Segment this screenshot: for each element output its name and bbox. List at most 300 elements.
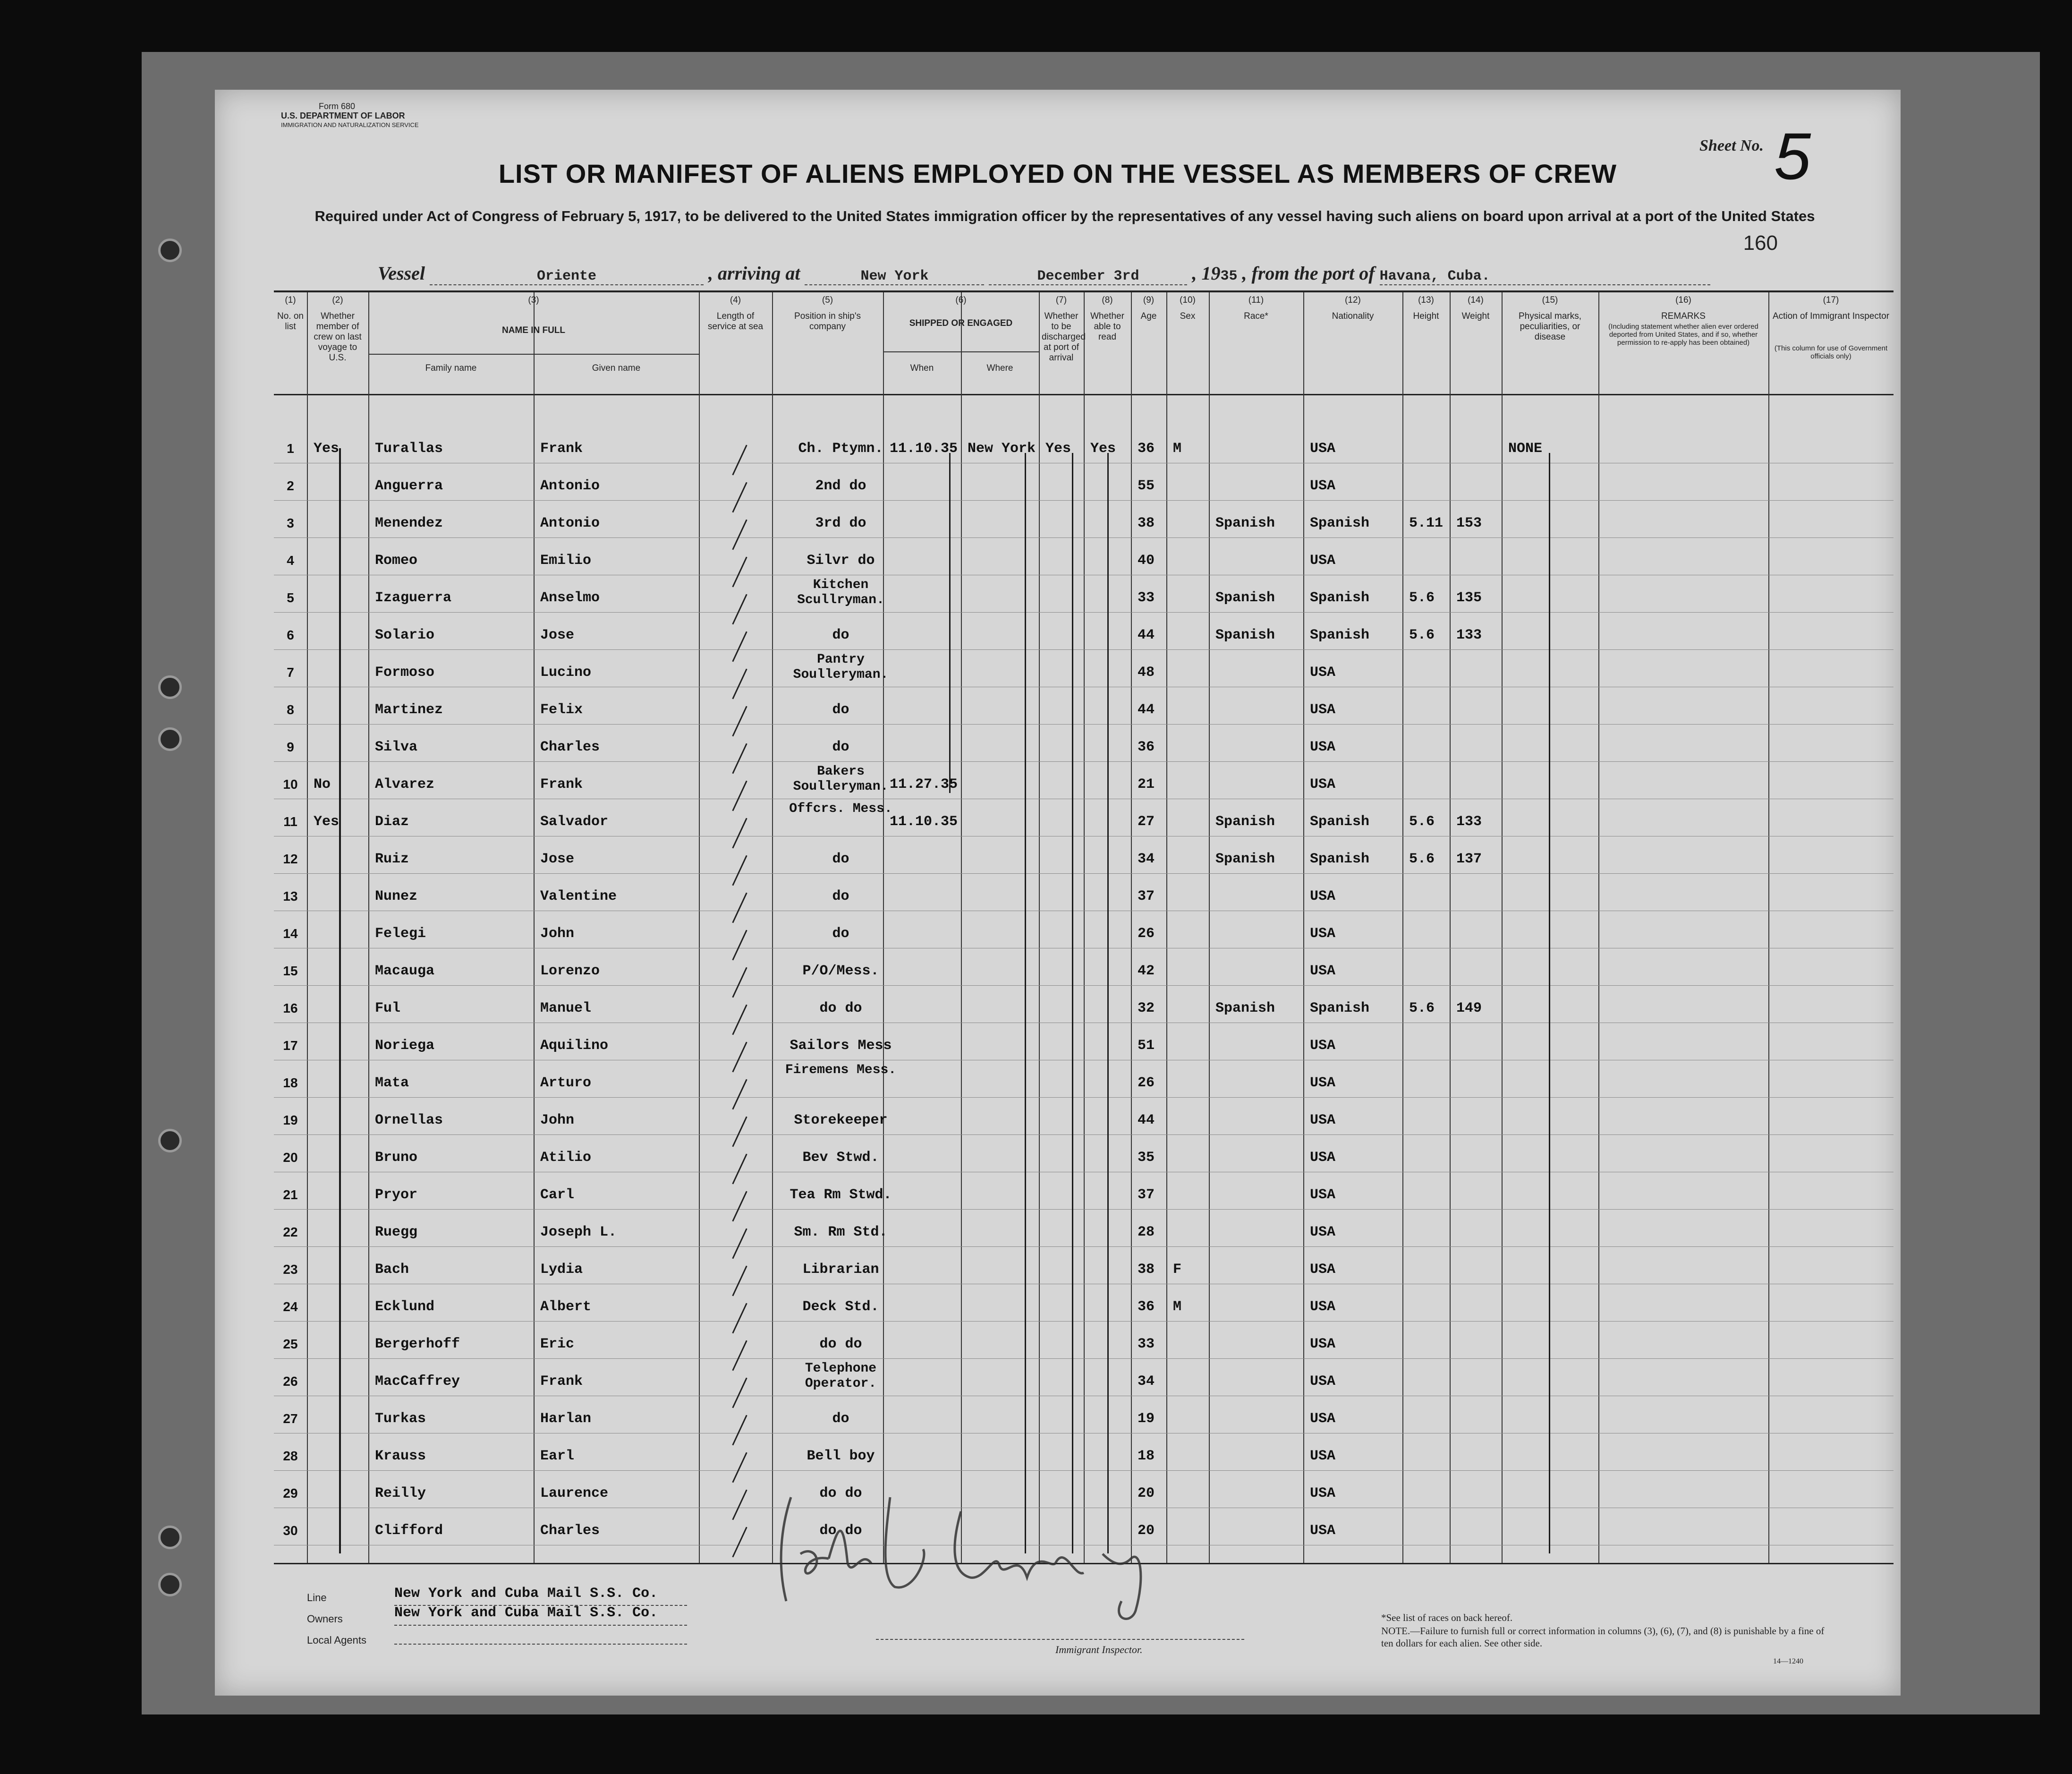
given-name: Albert [540,1299,592,1315]
pen-tick [732,1452,747,1483]
col-discharged-header: Whether to be discharged at port of arrival [1042,311,1086,363]
pen-tick [732,631,747,662]
column-divider [1450,292,1451,1563]
row-number: 1 [287,441,294,456]
family-name: Reilly [375,1485,426,1501]
age: 32 [1138,1000,1155,1016]
col-action-header: Action of Immigrant Inspector [1772,311,1890,321]
family-name: Izaguerra [375,590,452,606]
family-name: Mata [375,1075,409,1091]
local-agents-label: Local Agents [307,1634,366,1646]
crew-last-voyage: No [314,776,331,793]
col-weight-header: Weight [1461,311,1490,321]
sheet-number: 5 [1774,119,1811,193]
pen-tick [732,1191,747,1222]
row-number: 22 [283,1225,298,1239]
col-no-header-num: (1) [285,295,296,305]
age: 44 [1138,702,1155,718]
physical-marks: NONE [1508,441,1543,457]
col-where-header: Where [986,363,1013,373]
row-rule [274,1321,1894,1322]
col-marks-header: Physical marks, peculiarities, or disease [1518,311,1582,342]
age: 20 [1138,1523,1155,1539]
row-number: 28 [283,1449,298,1463]
pen-line-marks [1549,453,1550,1553]
nationality: USA [1310,478,1336,494]
inspector-rule [876,1639,1244,1640]
given-name: Manuel [540,1000,592,1016]
form-identifier [281,102,419,130]
pen-tick [732,967,747,998]
age: 36 [1138,739,1155,755]
races-note: *See list of races on back hereof. [1381,1612,1513,1623]
row-rule [274,1134,1894,1135]
age: 21 [1138,776,1155,793]
vessel-label: Vessel [378,263,425,284]
col-race-header-num: (11) [1248,295,1264,305]
row-rule [274,1246,1894,1247]
row-rule [274,761,1894,762]
position: do [832,627,849,643]
col-given-name-header: Given name [592,363,641,373]
binder-hole [158,1573,182,1596]
given-name: Charles [540,1523,600,1539]
pen-tick [732,1266,747,1296]
family-name: Pryor [375,1187,418,1203]
row-number: 24 [283,1299,298,1314]
vessel-name: Oriente [430,268,704,285]
race: Spanish [1215,590,1275,606]
nationality: Spanish [1310,627,1370,643]
height: 5.6 [1409,627,1435,643]
race: Spanish [1215,1000,1275,1016]
position: Bakers Soulleryman. [793,764,889,794]
age: 19 [1138,1411,1155,1427]
pen-tick [732,594,747,625]
pen-tick [732,781,747,811]
pen-line-shipped [949,453,951,793]
age: 40 [1138,553,1155,569]
col-remarks-header: REMARKS [1661,311,1706,321]
shipped-where: New York [968,441,1036,457]
row-number: 14 [283,926,298,941]
given-name: Laurence [540,1485,609,1501]
given-name: John [540,926,575,942]
position: 3rd do [815,515,866,531]
column-divider [1303,292,1304,1563]
position: Telephone Operator. [805,1361,877,1391]
given-name: Felix [540,702,583,718]
voyage-line [378,262,1710,285]
sheet-number-label: Sheet No. [1699,137,1764,154]
col-nationality-header: Nationality [1332,311,1374,321]
arrival-date: December 3rd [989,268,1187,285]
position: Sailors Mess [790,1038,892,1054]
given-name: Salvador [540,814,609,830]
row-number: 3 [287,516,294,530]
shipped-when: 11.10.35 [890,814,958,830]
row-number: 30 [283,1523,298,1538]
age: 27 [1138,814,1155,830]
age: 26 [1138,926,1155,942]
pen-tick [732,1490,747,1520]
row-rule [274,1097,1894,1098]
pen-tick [732,520,747,550]
column-divider [1502,292,1503,1563]
row-number: 23 [283,1262,298,1277]
row-rule [274,985,1894,986]
row-number: 15 [283,964,298,978]
age: 36 [1138,1299,1155,1315]
nationality: USA [1310,1336,1336,1352]
height: 5.6 [1409,814,1435,830]
sex: M [1173,1299,1182,1315]
pen-tick [732,1228,747,1259]
position: Ch. Ptymn. [798,441,883,457]
nationality: USA [1310,1411,1336,1427]
row-number: 12 [283,852,298,866]
race: Spanish [1215,851,1275,867]
position: do do [819,1485,862,1501]
nationality: Spanish [1310,1000,1370,1016]
column-divider [1598,292,1599,1563]
given-name: Jose [540,851,575,867]
height: 5.6 [1409,851,1435,867]
position: do [832,702,849,718]
family-name: Macauga [375,963,435,979]
given-name: Atilio [540,1150,592,1166]
age: 48 [1138,665,1155,681]
column-divider [772,292,773,1563]
column-divider [1131,292,1132,1563]
row-number: 19 [283,1113,298,1127]
nationality: USA [1310,926,1336,942]
given-name: Earl [540,1448,575,1464]
row-number: 20 [283,1150,298,1165]
position: Offcrs. Mess. [789,802,892,816]
position: Tea Rm Stwd. [790,1187,892,1203]
row-number: 18 [283,1075,298,1090]
pen-tick [732,1005,747,1035]
given-name: Charles [540,739,600,755]
family-name: Clifford [375,1523,443,1539]
row-number: 16 [283,1001,298,1015]
col-age-header-num: (9) [1143,295,1155,305]
pen-tick [732,1303,747,1334]
binder-hole [158,1526,182,1549]
family-name: Bruno [375,1150,418,1166]
row-rule [274,500,1894,501]
pen-line-where [1025,453,1026,1553]
height: 5.6 [1409,590,1435,606]
position: do do [819,1523,862,1539]
col-position-header-num: (5) [822,295,833,305]
agents-rule [394,1644,687,1645]
nationality: USA [1310,1038,1336,1054]
column-divider [368,292,369,1563]
age: 34 [1138,851,1155,867]
weight: 133 [1456,814,1482,830]
row-rule [274,537,1894,538]
age: 38 [1138,1262,1155,1278]
pen-tick [732,893,747,923]
row-number: 8 [287,702,294,717]
crew-last-voyage: Yes [314,814,340,830]
service-name: IMMIGRATION AND NATURALIZATION SERVICE [281,121,419,128]
col-family-name-header: Family name [425,363,477,373]
col-nationality-header-num: (12) [1345,295,1361,305]
age: 36 [1138,441,1155,457]
row-rule [274,873,1894,874]
family-name: Romeo [375,553,418,569]
position: do [832,739,849,755]
col-marks-header-num: (15) [1542,295,1558,305]
from-port-label: , from the port of [1242,263,1375,284]
row-number: 13 [283,889,298,904]
age: 42 [1138,963,1155,979]
family-name: Turkas [375,1411,426,1427]
family-name: Turallas [375,441,443,457]
nationality: USA [1310,963,1336,979]
column-divider [534,292,535,1563]
family-name: Ruiz [375,851,409,867]
pen-tick [732,1042,747,1073]
column-divider [699,292,700,1563]
row-number: 4 [287,553,294,568]
arrival-port: New York [805,268,984,285]
col-race-header: Race* [1244,311,1268,321]
position: do [832,1411,849,1427]
position: do do [819,1000,862,1016]
penalty-note: NOTE.—Failure to furnish full or correct information in columns (3), (6), (7), and (8) is punishable by a fine of ten dollars for each alien. See other side. [1381,1625,1825,1649]
family-name: Anguerra [375,478,443,494]
department-name: U.S. DEPARTMENT OF LABOR [281,111,405,120]
nationality: USA [1310,441,1336,457]
age: 35 [1138,1150,1155,1166]
inspector-label: Immigrant Inspector. [1055,1644,1143,1655]
column-divider [307,292,308,1563]
weight: 135 [1456,590,1482,606]
given-name: Eric [540,1336,575,1352]
col-shipped-num: (6) [955,295,967,305]
owners-rule [394,1625,687,1626]
shipped-when: 11.27.35 [890,776,958,793]
nationality: USA [1310,1262,1336,1278]
row-number: 11 [283,814,297,829]
binder-hole [158,727,182,751]
arriving-label: , arriving at [708,263,800,284]
race: Spanish [1215,515,1275,531]
col-remarks-header-num: (16) [1675,295,1691,305]
family-name: Ful [375,1000,401,1016]
able-to-read: Yes [1090,441,1116,457]
age: 20 [1138,1485,1155,1501]
pen-tick [732,743,747,774]
age: 33 [1138,590,1155,606]
row-rule [274,1209,1894,1210]
binder-hole [158,675,182,699]
nationality: USA [1310,1299,1336,1315]
age: 51 [1138,1038,1155,1054]
owners-value: New York and Cuba Mail S.S. Co. [394,1605,658,1621]
age: 38 [1138,515,1155,531]
col-discharged-header-num: (7) [1055,295,1067,305]
given-name: Antonio [540,515,600,531]
weight: 133 [1456,627,1482,643]
col-shipped-header: SHIPPED OR ENGAGED [909,318,1013,328]
nationality: USA [1310,776,1336,793]
col-action-header-num: (17) [1823,295,1839,305]
nationality: Spanish [1310,590,1370,606]
pen-line-discharged [1072,453,1073,1553]
given-name: Antonio [540,478,600,494]
col-length-service-header-num: (4) [730,295,741,305]
age: 18 [1138,1448,1155,1464]
col-last-voyage-header: Whether member of crew on last voyage to U.S. [314,311,362,363]
given-name: Joseph L. [540,1224,617,1240]
given-name: Anselmo [540,590,600,606]
departure-port: Havana, Cuba. [1380,268,1710,285]
position: do [832,926,849,942]
pen-tick [732,706,747,737]
col-read-header-num: (8) [1102,295,1113,305]
col-no-header: No. on list [277,311,304,332]
age: 37 [1138,1187,1155,1203]
position: do [832,888,849,904]
col-age-header: Age [1140,311,1157,321]
position: Sm. Rm Std. [794,1224,888,1240]
given-name: Frank [540,776,583,793]
given-name: Lorenzo [540,963,600,979]
pen-tick [732,1117,747,1147]
position: P/O/Mess. [802,963,879,979]
family-name: Bach [375,1262,409,1278]
pen-tick [732,482,747,513]
line-value: New York and Cuba Mail S.S. Co. [394,1586,658,1602]
nationality: USA [1310,665,1336,681]
nationality: USA [1310,553,1336,569]
col-action-sub: (This column for use of Government officials only) [1774,344,1888,360]
sex: F [1173,1262,1182,1278]
family-name: Ruegg [375,1224,418,1240]
column-divider [961,292,962,1563]
col-remarks-sub: (Including statement whether alien ever ordered deported from United States, and if so, whether permission to re-apply has been obtained) [1608,323,1758,347]
nationality: USA [1310,1112,1336,1128]
row-number: 7 [287,665,294,680]
position: do [832,851,849,867]
row-rule [274,649,1894,650]
line-label: Line [307,1592,327,1603]
family-name: Menendez [375,515,443,531]
given-name: Aquilino [540,1038,609,1054]
family-name: Nunez [375,888,418,904]
pen-line-read [1107,453,1109,1553]
stamp-number: 160 [1743,231,1778,255]
nationality: USA [1310,1187,1336,1203]
family-name: Solario [375,627,435,643]
age: 44 [1138,627,1155,643]
family-name: Formoso [375,665,435,681]
col-name-num: (3) [528,295,539,305]
col-name-header: NAME IN FULL [501,325,566,335]
given-name: Frank [540,1373,583,1390]
pen-tick [732,445,747,476]
col-shipped-rule [883,351,1039,352]
row-number: 10 [283,777,298,792]
family-name: Felegi [375,926,426,942]
given-name: Arturo [540,1075,592,1091]
row-number: 9 [287,740,294,754]
pen-tick [732,1154,747,1185]
column-divider [1039,292,1040,1563]
given-name: Emilio [540,553,592,569]
position: Deck Std. [802,1299,879,1315]
family-name: Diaz [375,814,409,830]
family-name: Noriega [375,1038,435,1054]
pen-tick [732,1340,747,1371]
given-name: Jose [540,627,575,643]
nationality: USA [1310,739,1336,755]
col-name-rule [368,354,699,355]
nationality: USA [1310,1150,1336,1166]
col-last-voyage-header-num: (2) [332,295,343,305]
nationality: USA [1310,1075,1336,1091]
pen-tick [732,1079,747,1110]
row-number: 26 [283,1374,298,1389]
nationality: USA [1310,702,1336,718]
given-name: Lydia [540,1262,583,1278]
row-number: 29 [283,1486,298,1501]
inspector-signature [772,1469,1188,1625]
row-number: 21 [283,1187,298,1202]
col-sex-header: Sex [1180,311,1196,321]
given-name: Harlan [540,1411,592,1427]
position: Librarian [802,1262,879,1278]
family-name: Ecklund [375,1299,435,1315]
year-label: , 19 [1192,263,1221,284]
row-rule [274,724,1894,725]
age: 34 [1138,1373,1155,1390]
row-rule [274,612,1894,613]
pen-tick [732,1378,747,1408]
column-divider [1209,292,1210,1563]
row-number: 6 [287,628,294,642]
nationality: USA [1310,1523,1336,1539]
family-name: Krauss [375,1448,426,1464]
height: 5.11 [1409,515,1444,531]
crew-last-voyage: Yes [314,441,340,457]
pen-tick [732,855,747,886]
binder-hole [158,1129,182,1152]
family-name: Martinez [375,702,443,718]
family-name: Silva [375,739,418,755]
page-subtitle: Required under Act of Congress of February 5, 1917, to be delivered to the United States immigration officer by the representatives of any vessel having such aliens on board upon arrival at a port of the United States [314,208,1815,224]
position: Firemens Mess. [785,1063,897,1077]
nationality: USA [1310,1224,1336,1240]
row-rule [274,1358,1894,1359]
age: 28 [1138,1224,1155,1240]
given-name: Valentine [540,888,617,904]
col-read-header: Whether able to read [1090,311,1124,342]
shipped-when: 11.10.35 [890,441,958,457]
pen-tick [732,818,747,849]
col-length-service-header: Length of service at sea [707,311,764,332]
weight: 149 [1456,1000,1482,1016]
age: 26 [1138,1075,1155,1091]
form-number: Form 680 [319,102,356,111]
arrival-year: 35 [1220,268,1238,284]
nationality: USA [1310,1373,1336,1390]
